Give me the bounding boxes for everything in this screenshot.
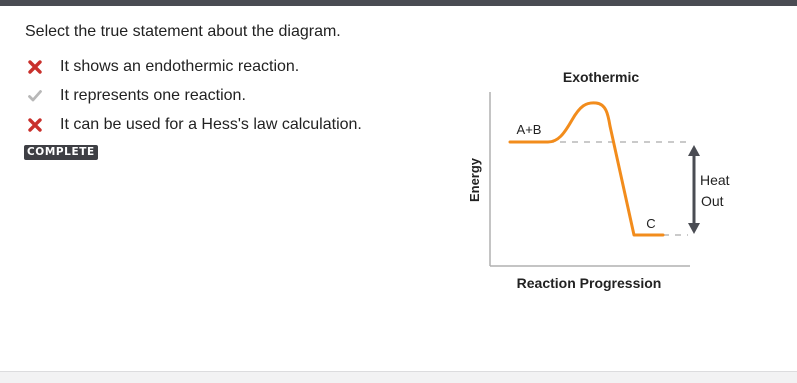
answer-options bbox=[25, 52, 362, 139]
answer-option-3[interactable] bbox=[25, 110, 362, 139]
status-badge: COMPLETE bbox=[24, 145, 98, 160]
x-axis-label: Reaction Progression bbox=[516, 275, 662, 291]
x-icon bbox=[25, 57, 45, 77]
heat-label: Heat bbox=[700, 172, 730, 188]
check-icon bbox=[25, 86, 45, 106]
product-label: C bbox=[646, 216, 656, 231]
answer-option-2[interactable] bbox=[25, 81, 362, 110]
x-icon bbox=[25, 115, 45, 135]
answer-option-1[interactable] bbox=[25, 52, 362, 81]
diagram-title: Exothermic bbox=[562, 69, 640, 85]
double-arrow-icon bbox=[688, 145, 700, 234]
y-axis-label: Energy bbox=[467, 157, 482, 203]
answer-option-label: It shows an endothermic reaction. bbox=[60, 57, 300, 75]
top-bar bbox=[0, 0, 797, 6]
answer-option-label: It represents one reaction. bbox=[60, 86, 246, 104]
bottom-strip bbox=[0, 371, 797, 383]
energy-diagram bbox=[460, 62, 750, 302]
reactants-label: A+B bbox=[516, 122, 542, 137]
answer-option-label: It can be used for a Hess's law calculation. bbox=[60, 115, 362, 133]
out-label: Out bbox=[701, 193, 724, 209]
question-text: Select the true statement about the diagram. bbox=[25, 23, 341, 40]
